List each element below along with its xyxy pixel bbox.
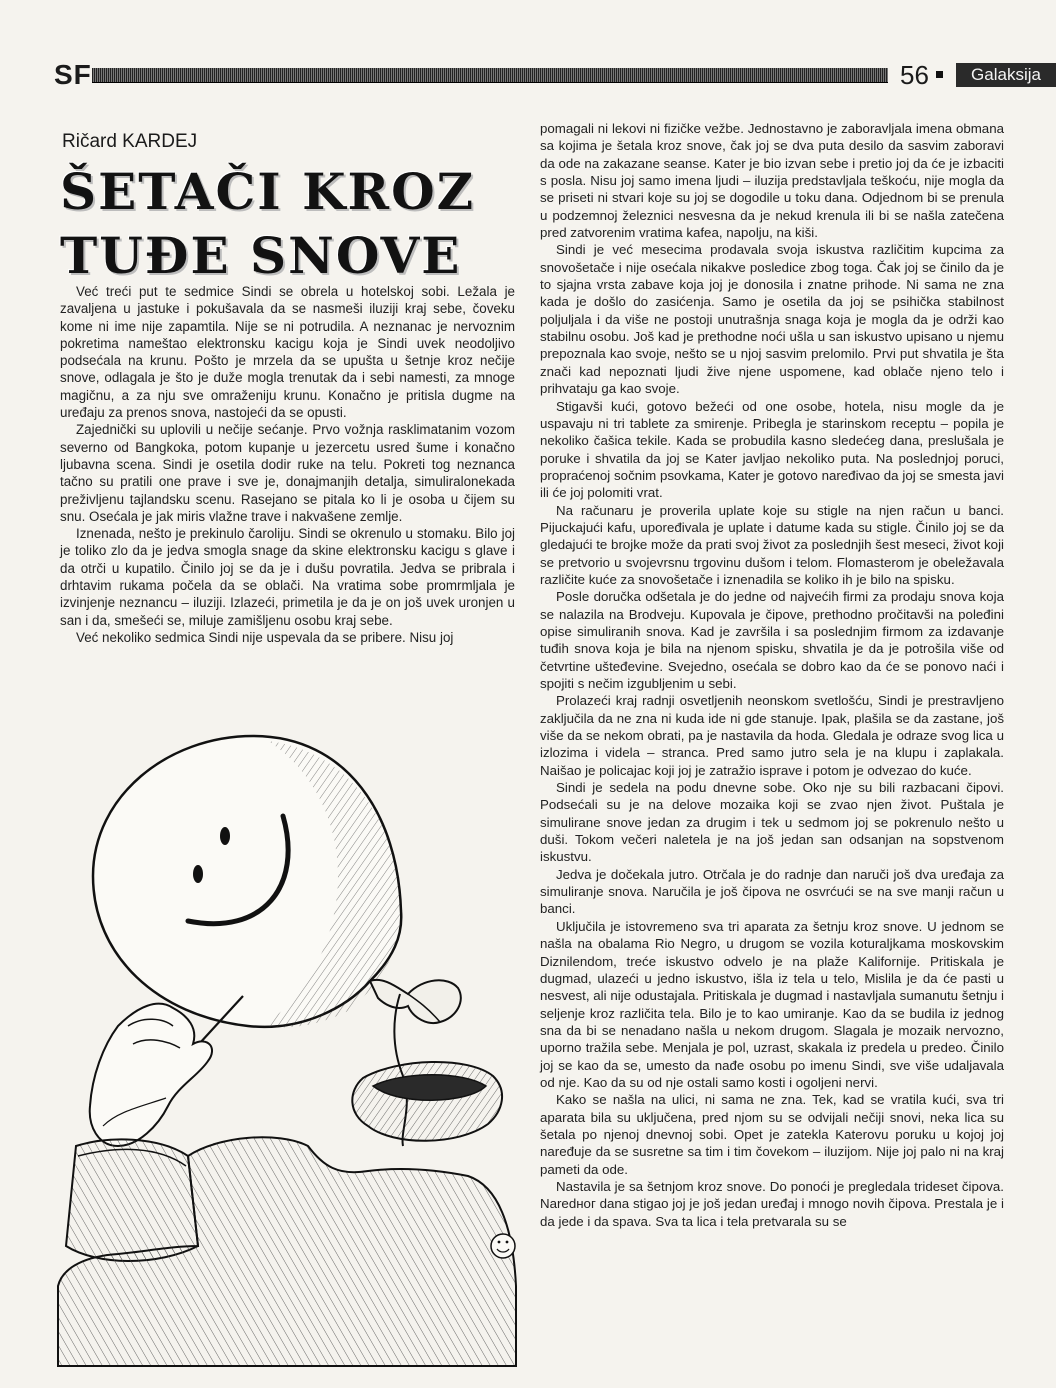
title-line-2: TUĐE SNOVE — [60, 226, 462, 285]
left-paragraph-4: Već nekoliko sedmica Sindi nije uspevala da se pribere. Nisu joj — [76, 629, 454, 645]
page-number: 56 — [900, 60, 929, 90]
right-column — [540, 120, 1004, 1230]
title-line-1: ŠETAČI KROZ — [60, 162, 476, 221]
magazine-brand: Galaksija — [956, 63, 1056, 87]
right-paragraph-4: Na računaru je proverila uplate koje su stigle na njen račun u banci. Pijuckajući kafu, upoređivala je uplate i datume kada su stigle. Činilo joj se da gledajući te brojke može da prati svoj život za poslednjih šest meseci, život koji se pretvorio u svojevrsnu trgovinu dušom i telom. Flomasterom je obeležavala različite kuće za snovošetače i iznenadila se koliko ih je bilo na spisku. — [540, 502, 1004, 587]
smiling-balloon-illustration — [48, 726, 518, 1366]
right-paragraph-10: Kako se našla na ulici, ni sama ne zna. Tek, kad se vratila kući, sva tri aparata bila su uključena, pred njom su se odvijali nečiji snovi, neka lica su šetala po njenoj dnevnoj sobi. Opet je zatekla Katerovu poruku u kojoj joj naređuje da se susretne sa tim i tim čovekom – iluzijom. Nije joj palo ni na kraj pameti da ode. — [540, 1092, 1004, 1177]
right-paragraph-5: Posle doručka odšetala je do jedne od najvećih firmi za prodaju snova koja se nalazila na Brodveju. Kupovala je čipove, prethodno pročitavši na poleđini opise simuliranih snova. Kad je završila i sa poslednjim firmom za izdavanje tuđih snova koja je bila na njenom spisku, shvatila je da je potrošila više od četvrtine ušteđevine. Svejedno, osećala se dobro kao da će se ponovo naći i spojiti s nečim izgubljenim u sebi. — [540, 589, 1004, 691]
balloon-eye-right — [193, 865, 203, 883]
right-paragraph-6: Prolazeći kraj radnji osvetljenih neonskom svetlošću, Sindi je prestravljeno zaključila da ne zna ni kuda ide ni gde stanuje. Ipak, plašila se da zastane, još više da se nekom obrati, pa je nastavila da hoda. Gledala je odraze svog lica u izlozima i videla – stranca. Pred samo jutro sela je na klupu i zaplakala. Naišao je policajac koji joj je zatražio isprave i potom je odvezao do kuće. — [540, 693, 1004, 778]
left-paragraph-1: Već treći put te sedmice Sindi se obrela u hotelskoj sobi. Ležala je zavaljena u jastuke i pokušavala da se nasmeši iluziji kraj sebe, čoveku kome ni ime nije zapamtila. Nije se ni potrudila. A neznanac je nervoznim pokretima nameštao elektronsku kacigu koja je Sindi uvek neodoljivo podsećala na krunu. Pošto je mrzela da se upušta u šetnje kroz nečije snove, odlagala je što je duže mogla trenutak da i sebi namesti, za mnoge magičnu, a za nju sve omraženiju krunu. Konačno je pritisla dugme na uređaju za prenos snova, nastojeći da se opusti. — [60, 284, 515, 421]
left-paragraph-2: Zajednički su uplovili u nečije sećanje. Prvo vožnja rasklimatanim vozom severno od Bangkoka, potom kupanje u jezercetu usred šume i konačno ljubavna scena. Sindi je osetila dodir ruke na telu. Pokreti tog neznanca tačno su pratili one prave i sve je, donajmanjih detalja, simuliralonekada preživljenu tajlandsku scenu. Rasejano se pitala ko li je osoba u čijem su snu. Osećala je jak miris vlažne trave i nakvašene zemlje. — [60, 422, 515, 524]
header-rule — [92, 68, 888, 83]
right-paragraph-9: Uključila je istovremeno sva tri aparata za šetnju kroz snove. U jednom se našla na obalama Rio Negro, u drugom se vozila koturaljkama moskovskim Diznilendom, treće iskustvo odvelo je na plaže Kalifornije. Pritiskala je dugmad, ulazeći u jedno iskustvo, išla iz tela u telo, Mislila je da će pasti u nesvest, ali nije odustajala. Pritiskala je dugmad i nastavljala sumanutu šetnju i seljenje kroz različita tela. Bilo je to kao umiranje. Kao da se budila iz jednog sna da bi se nenadano našla u nekom drugom. Slagala je mozaik nervozno, uporno tražila sebe. Menjala je pol, uzrast, skakala iz predela u predeo. Činilo joj se kao da se, umesto da nađe osobu po imenu Sindi, sve više udaljavala od nje. Kao da su od nje ostali samo kosti i ogoljeni nervi. — [540, 918, 1004, 1090]
balloon-eye-left — [220, 827, 230, 845]
balloon-drawing — [48, 726, 518, 1366]
left-column — [60, 283, 515, 646]
right-paragraph-8: Jedva je dočekala jutro. Otrčala je do radnje dan naruči još dva uređaja za simuliranje snova. Naručila je još čipova ne osvrćući se na sve manji račun u banci. — [540, 866, 1004, 917]
right-paragraph-11: Nastavila je sa šetnjom kroz snove. Do ponoći je pregledala trideset čipova. Naredног dana stigao joj je još jedan uređaj i mnogo novih čipova. Prestala je i da jede i da spava. Sva ta lica i tela pretvarala su se — [540, 1178, 1004, 1229]
right-paragraph-2: Sindi je već mesecima prodavala svoja iskustva različitim kupcima za snovošetače i nije osećala nikakve posledice zbog toga. Čak joj se činilo da je to sjajna vrsta zabave koja joj je donosila i znatne prihode. Ni sama ne zna kada je došlo do zasićenja. Samo je osetila da joj se psihička stabilnost poljuljala i da više ne postoji unutrašnja snaga koja je mogla da je održi kao stabilnu osobu. Još kad je prethodne noći ušla u san iskustvo upisano u njemu prepoznala kao svoje, nešto se u njoj sasvim prelomilo. Prvi put shvatila je šta znači kad nepoznati ljudi žive njene uspomene, kad oblače njeno telo i prihvataju ga kao svoje. — [540, 242, 1004, 397]
balloon — [93, 736, 401, 1027]
section-tag: SF — [54, 59, 92, 90]
article-title — [60, 160, 480, 288]
right-paragraph-3: Stigavši kući, gotovo bežeći od one osobe, hotela, nisu mogle da je uspavaju ni tri tablete za smirenje. Pribegla je starinskom receptu – popila je nekoliko čašica tekile. Kada se probudila kasno sledećeg dana, preslušala je poruke i shvatila da joj se Kater javljao nekoliko puta. Na poslednjoj poruci, propraćenoj sočnim psovkama, Kater je gotovo naređivao da joj se smesta javi ili će joj polomiti vrat. — [540, 398, 1004, 501]
page-header — [54, 58, 1041, 92]
square-bullet-icon — [936, 71, 943, 78]
small-smiley-icon — [491, 1234, 515, 1258]
right-paragraph-1: pomagali ni lekovi ni fizičke vežbe. Jednostavno je zaboravljala imena obmana sa kojima je šetala kroz snove, čak joj se dva puta desilo da sasvim zaboravi da ode na zakazane seanse. Kater je bio izvan sebe i pretio joj da će je izbaciti s posla. Nisu joj samo imena ljudi – iluzija predstavljala teškoću, nije mogla da se priseti ni stvari koje su joj se dogodile u toku dana. Odjednom bi se prenula u podzemnoj železnici nesvesna da je nekud krenula ili bi se našla zatečena pred zatvorenim vratima kafea, napolju, na kiši. — [540, 121, 1004, 241]
right-paragraph-7: Sindi je sedela na podu dnevne sobe. Oko nje su bili razbacani čipovi. Podsećali su je na delove mozaika koji se zvao njen život. Puštala je simulirane snove jedan za drugim i tek u sedmom joj se pokrenulo nešto u duši. Tokom večeri naletela je na još jedan san odsanjan na sopstvenom iskustvu. — [540, 780, 1004, 865]
author-name: Ričard KARDEJ — [62, 131, 198, 152]
left-paragraph-3: Iznenada, nešto je prekinulo čaroliju. Sindi se okrenulo u stomaku. Bilo joj je toliko zlo da je jedva smogla snage da skine elektronsku kacigu s glave i da otrči u kupatilo. Činilo joj se da je i dušu povratila. Jedva se pribrala i drhtavim rukama počela da se oblači. Na vratima sobe promrmljala je izvinjenje neznancu – iluziji. Izlazeći, primetila je da je on još uvek uronjen u san i da, smešeći se, miluje zamišljenu osobu kraj sebe. — [60, 526, 515, 628]
